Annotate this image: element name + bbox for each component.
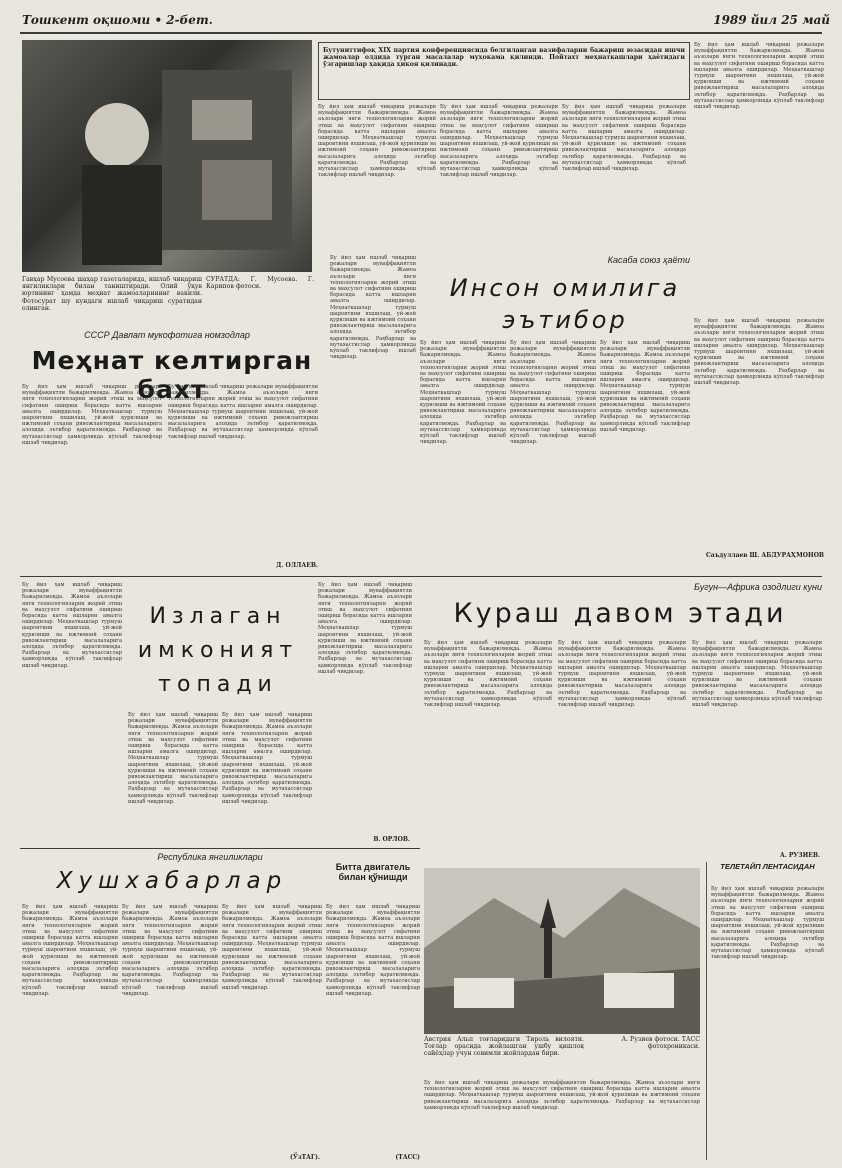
- conference-column-2: Бу йил ҳам ишлаб чиқариш режалари муваффақиятли бажарилмоқда. Жамоа аъзолари янги технологияларни жорий этиш ва маҳсулот сифатини ошириш борасида катта ишларни амалга оширдилар. Меҳнаткашлар турмуш шароитини яхшилаш, уй-жой қурилиши ва ижтимоий соҳани ривожлантириш масалаларига алоҳида эътибор қаратилмоқда. Раҳбарлар ва мутахассислар ҳамкорликда кўплаб таклифлар ишлаб чиқдилар.: [440, 104, 558, 179]
- oriental-signature: В. ОРЛОВ.: [373, 836, 410, 843]
- candidate-title: Меҳнат келтирган бахт: [31, 346, 313, 404]
- republic-column-2: Бу йил ҳам ишлаб чиқариш режалари муваффақиятли бажарилмоқда. Жамоа аъзолари янги технологияларни жорий этиш ва маҳсулот сифатини ошириш борасида катта ишларни амалга оширдилар. Меҳнаткашлар турмуш шароитини яхшилаш, уй-жой қурилиши ва ижтимоий соҳани ривожлантириш масалаларига алоҳида эътибор қаратилмоқда. Раҳбарлар ва мутахассислар ҳамкорликда кўплаб таклифлар ишлаб чиқдилар.: [122, 904, 218, 997]
- coop-title: Инсон омилига эътибор: [449, 274, 681, 334]
- candidate-column-2: Бу йил ҳам ишлаб чиқариш режалари муваффақиятли бажарилмоқда. Жамоа аъзолари янги технологияларни жорий этиш ва маҳсулот сифатини ошириш борасида катта ишларни амалга оширдилар. Меҳнаткашлар турмуш шароитини яхшилаш, уй-жой қурилиши ва ижтимоий соҳани ривожлантириш масалаларига алоҳида эътибор қаратилмоқда. Раҳбарлар ва мутахассислар ҳамкорликда кўплаб таклифлар ишлаб чиқдилар.: [168, 384, 318, 440]
- header-rule: [20, 32, 822, 34]
- top-photo: [22, 40, 312, 272]
- oriental-column-4: Бу йил ҳам ишлаб чиқариш режалари муваффақиятли бажарилмоқда. Жамоа аъзолари янги технологияларни жорий этиш ва маҳсулот сифатини ошириш борасида катта ишларни амалга оширдилар. Меҳнаткашлар турмуш шароитини яхшилаш, уй-жой қурилиши ва ижтимоий соҳани ривожлантириш масалаларига алоҳида эътибор қаратилмоқда. Раҳбарлар ва мутахассислар ҳамкорликда кўплаб таклифлар ишлаб чиқдилар.: [318, 582, 412, 675]
- candidate-signature: Д. ОЛЛАЕВ.: [276, 562, 318, 569]
- conference-box: [318, 42, 690, 100]
- africa-rubric: Бугун—Африка озодлиги куни: [694, 582, 822, 592]
- oriental-column-1: Бу йил ҳам ишлаб чиқариш режалари муваффақиятли бажарилмоқда. Жамоа аъзолари янги технологияларни жорий этиш ва маҳсулот сифатини ошириш борасида катта ишларни амалга оширдилар. Меҳнаткашлар турмуш шароитини яхшилаш, уй-жой қурилиши ва ижтимоий соҳани ривожлантириш масалаларига алоҳида эътибор қаратилмоқда. Раҳбарлар ва мутахассислар ҳамкорликда кўплаб таклифлар ишлаб чиқдилар.: [22, 582, 122, 669]
- news-header: ТЕЛЕТАЙП ЛЕНТАСИДАН: [720, 862, 815, 871]
- top-photo-credit: СУРАТДА: Г. Мусоева. Г. Карипов фотоси.: [206, 276, 314, 291]
- page-header-left: Тошкент оқшоми • 2-бет.: [22, 13, 213, 27]
- conference-intro: Бутуниттифоқ XIX партия конференциясида белгиланган вазифаларни бажариш юзасидан ишчи жамоалар олдида турган масалалар муҳокама қилинди. Пойтахт меҳнаткашлари ҳаётидаги ўзгаришлар ҳақида ҳикоя қилинади.: [323, 47, 685, 69]
- republic-rubric: Республика янгиликлари: [157, 852, 263, 862]
- oriental-title: Излаган имконият топади: [137, 604, 299, 697]
- news-column: Бу йил ҳам ишлаб чиқариш режалари муваффақиятли бажарилмоқда. Жамоа аъзолари янги технологияларни жорий этиш ва маҳсулот сифатини ошириш борасида катта ишларни амалга оширдилар. Меҳнаткашлар турмуш шароитини яхшилаш, уй-жой қурилиши ва ижтимоий соҳани ривожлантириш масалаларига алоҳида эътибор қаратилмоқда. Раҳбарлар ва мутахассислар ҳамкорликда кўплаб таклифлар ишлаб чиқдилар.: [711, 886, 824, 961]
- battle-title: Битта двигатель билан қўнишди: [335, 862, 411, 882]
- photo-illustration: [22, 40, 312, 272]
- news-box: [706, 862, 824, 1160]
- landscape-side-text: Бу йил ҳам ишлаб чиқариш режалари муваффақиятли бажарилмоқда. Жамоа аъзолари янги технологияларни жорий этиш ва маҳсулот сифатини ошириш борасида катта ишларни амалга оширдилар. Меҳнаткашлар турмуш шароитини яхшилаш, уй-жой қурилиши ва ижтимоий соҳани ривожлантириш масалаларига алоҳида эътибор қаратилмоқда. Раҳбарлар ва мутахассислар ҳамкорликда кўплаб таклифлар ишлаб чиқдилар.: [424, 1080, 700, 1111]
- oriental-column-3: Бу йил ҳам ишлаб чиқариш режалари муваффақиятли бажарилмоқда. Жамоа аъзолари янги технологияларни жорий этиш ва маҳсулот сифатини ошириш борасида катта ишларни амалга оширдилар. Меҳнаткашлар турмуш шароитини яхшилаш, уй-жой қурилиши ва ижтимоий соҳани ривожлантириш масалаларига алоҳида эътибор қаратилмоқда. Раҳбарлар ва мутахассислар ҳамкорликда кўплаб таклифлар ишлаб чиқдилар.: [222, 712, 312, 805]
- battle-signature: (ТАСС): [395, 1154, 420, 1161]
- candidate-rubric: СССР Давлат мукофотига номзодлар: [84, 330, 250, 340]
- landscape-illustration: [424, 868, 700, 1034]
- candidate-column-1: Бу йил ҳам ишлаб чиқариш режалари муваффақиятли бажарилмоқда. Жамоа аъзолари янги технологияларни жорий этиш ва маҳсулот сифатини ошириш борасида катта ишларни амалга оширдилар. Меҳнаткашлар турмуш шароитини яхшилаш, уй-жой қурилиши ва ижтимоий соҳани ривожлантириш масалаларига алоҳида эътибор қаратилмоқда. Раҳбарлар ва мутахассислар ҳамкорликда кўплаб таклифлар ишлаб чиқдилар.: [22, 384, 162, 446]
- person-face: [85, 103, 149, 167]
- africa-column-1: Бу йил ҳам ишлаб чиқариш режалари муваффақиятли бажарилмоқда. Жамоа аъзолари янги технологияларни жорий этиш ва маҳсулот сифатини ошириш борасида катта ишларни амалга оширдилар. Меҳнаткашлар турмуш шароитини яхшилаш, уй-жой қурилиши ва ижтимоий соҳани ривожлантириш масалаларига алоҳида эътибор қаратилмоқда. Раҳбарлар ва мутахассислар ҳамкорликда кўплаб таклифлар ишлаб чиқдилар.: [424, 640, 552, 709]
- mid-rule: [20, 576, 822, 577]
- right-column-top: Бу йил ҳам ишлаб чиқариш режалари муваффақиятли бажарилмоқда. Жамоа аъзолари янги технологияларни жорий этиш ва маҳсулот сифатини ошириш борасида катта ишларни амалга оширдилар. Меҳнаткашлар турмуш шароитини яхшилаш, уй-жой қурилиши ва ижтимоий соҳани ривожлантириш масалаларига алоҳида эътибор қаратилмоқда. Раҳбарлар ва мутахассислар ҳамкорликда кўплаб таклифлар ишлаб чиқдилар.: [694, 42, 824, 111]
- battle-column-1: Бу йил ҳам ишлаб чиқариш режалари муваффақиятли бажарилмоқда. Жамоа аъзолари янги технологияларни жорий этиш ва маҳсулот сифатини ошириш борасида катта ишларни амалга оширдилар. Меҳнаткашлар турмуш шароитини яхшилаш, уй-жой қурилиши ва ижтимоий соҳани ривожлантириш масалаларига алоҳида эътибор қаратилмоқда. Раҳбарлар ва мутахассислар ҳамкорликда кўплаб таклифлар ишлаб чиқдилар.: [326, 904, 420, 997]
- coop-column-4: Бу йил ҳам ишлаб чиқариш режалари муваффақиятли бажарилмоқда. Жамоа аъзолари янги технологияларни жорий этиш ва маҳсулот сифатини ошириш борасида катта ишларни амалга оширдилар. Меҳнаткашлар турмуш шароитини яхшилаш, уй-жой қурилиши ва ижтимоий соҳани ривожлантириш масалаларига алоҳида эътибор қаратилмоқда. Раҳбарлар ва мутахассислар ҳамкорликда кўплаб таклифлар ишлаб чиқдилар.: [600, 340, 690, 433]
- africa-column-3: Бу йил ҳам ишлаб чиқариш режалари муваффақиятли бажарилмоқда. Жамоа аъзолари янги технологияларни жорий этиш ва маҳсулот сифатини ошириш борасида катта ишларни амалга оширдилар. Меҳнаткашлар турмуш шароитини яхшилаш, уй-жой қурилиши ва ижтимоий соҳани ривожлантириш масалаларига алоҳида эътибор қаратилмоқда. Раҳбарлар ва мутахассислар ҳамкорликда кўплаб таклифлар ишлаб чиқдилар.: [692, 640, 822, 709]
- right-column-bottom: Бу йил ҳам ишлаб чиқариш режалари муваффақиятли бажарилмоқда. Жамоа аъзолари янги технологияларни жорий этиш ва маҳсулот сифатини ошириш борасида катта ишларни амалга оширдилар. Меҳнаткашлар турмуш шароитини яхшилаш, уй-жой қурилиши ва ижтимоий соҳани ривожлантириш масалаларига алоҳида эътибор қаратилмоқда. Раҳбарлар ва мутахассислар ҳамкорликда кўплаб таклифлар ишлаб чиқдилар.: [694, 318, 824, 387]
- conference-column-3: Бу йил ҳам ишлаб чиқариш режалари муваффақиятли бажарилмоқда. Жамоа аъзолари янги технологияларни жорий этиш ва маҳсулот сифатини ошириш борасида катта ишларни амалга оширдилар. Меҳнаткашлар турмуш шароитини яхшилаш, уй-жой қурилиши ва ижтимоий соҳани ривожлантириш масалаларига алоҳида эътибор қаратилмоқда. Раҳбарлар ва мутахассислар ҳамкорликда кўплаб таклифлар ишлаб чиқдилар.: [562, 104, 686, 173]
- lower-rule: [20, 848, 420, 849]
- landscape-credit: А. Рузиев фотоси. ТАСС фотохроникаси.: [621, 1036, 700, 1051]
- coop-column-1: Бу йил ҳам ишлаб чиқариш режалари муваффақиятли бажарилмоқда. Жамоа аъзолари янги технологияларни жорий этиш ва маҳсулот сифатини ошириш борасида катта ишларни амалга оширдилар. Меҳнаткашлар турмуш шароитини яхшилаш, уй-жой қурилиши ва ижтимоий соҳани ривожлантириш масалаларига алоҳида эътибор қаратилмоқда. Раҳбарлар ва мутахассислар ҳамкорликда кўплаб таклифлар ишлаб чиқдилар.: [330, 255, 416, 361]
- republic-signature: (ЎзТАГ).: [290, 1154, 320, 1161]
- oriental-column-2: Бу йил ҳам ишлаб чиқариш режалари муваффақиятли бажарилмоқда. Жамоа аъзолари янги технологияларни жорий этиш ва маҳсулот сифатини ошириш борасида катта ишларни амалга оширдилар. Меҳнаткашлар турмуш шароитини яхшилаш, уй-жой қурилиши ва ижтимоий соҳани ривожлантириш масалаларига алоҳида эътибор қаратилмоқда. Раҳбарлар ва мутахассислар ҳамкорликда кўплаб таклифлар ишлаб чиқдилар.: [128, 712, 218, 805]
- africa-column-2: Бу йил ҳам ишлаб чиқариш режалари муваффақиятли бажарилмоқда. Жамоа аъзолари янги технологияларни жорий этиш ва маҳсулот сифатини ошириш борасида катта ишларни амалга оширдилар. Меҳнаткашлар турмуш шароитини яхшилаш, уй-жой қурилиши ва ижтимоий соҳани ривожлантириш масалаларига алоҳида эътибор қаратилмоқда. Раҳбарлар ва мутахассислар ҳамкорликда кўплаб таклифлар ишлаб чиқдилар.: [558, 640, 686, 709]
- conference-column-1: Бу йил ҳам ишлаб чиқариш режалари муваффақиятли бажарилмоқда. Жамоа аъзолари янги технологияларни жорий этиш ва маҳсулот сифатини ошириш борасида катта ишларни амалга оширдилар. Меҳнаткашлар турмуш шароитини яхшилаш, уй-жой қурилиши ва ижтимоий соҳани ривожлантириш масалаларига алоҳида эътибор қаратилмоқда. Раҳбарлар ва мутахассислар ҳамкорликда кўплаб таклифлар ишлаб чиқдилар.: [318, 104, 436, 179]
- africa-signature: А. РУЗИЕВ.: [779, 852, 820, 859]
- coop-column-3: Бу йил ҳам ишлаб чиқариш режалари муваффақиятли бажарилмоқда. Жамоа аъзолари янги технологияларни жорий этиш ва маҳсулот сифатини ошириш борасида катта ишларни амалга оширдилар. Меҳнаткашлар турмуш шароитини яхшилаш, уй-жой қурилиши ва ижтимоий соҳани ривожлантириш масалаларига алоҳида эътибор қаратилмоқда. Раҳбарлар ва мутахассислар ҳамкорликда кўплаб таклифлар ишлаб чиқдилар.: [510, 340, 596, 446]
- landscape-caption: Австрия Альп тоғларидаги Тироль вилояти. Тоғлар орасида жойлашган ушбу қишлоқ сайёҳлар учун севимли жойлардан бири.: [424, 1036, 584, 1058]
- coop-column-2: Бу йил ҳам ишлаб чиқариш режалари муваффақиятли бажарилмоқда. Жамоа аъзолари янги технологияларни жорий этиш ва маҳсулот сифатини ошириш борасида катта ишларни амалга оширдилар. Меҳнаткашлар турмуш шароитини яхшилаш, уй-жой қурилиши ва ижтимоий соҳани ривожлантириш масалаларига алоҳида эътибор қаратилмоқда. Раҳбарлар ва мутахассислар ҳамкорликда кўплаб таклифлар ишлаб чиқдилар.: [420, 340, 506, 446]
- republic-column-1: Бу йил ҳам ишлаб чиқариш режалари муваффақиятли бажарилмоқда. Жамоа аъзолари янги технологияларни жорий этиш ва маҳсулот сифатини ошириш борасида катта ишларни амалга оширдилар. Меҳнаткашлар турмуш шароитини яхшилаш, уй-жой қурилиши ва ижтимоий соҳани ривожлантириш масалаларига алоҳида эътибор қаратилмоқда. Раҳбарлар ва мутахассислар ҳамкорликда кўплаб таклифлар ишлаб чиқдилар.: [22, 904, 118, 997]
- top-photo-caption: Гавҳар Мусоева шаҳар газеталарида, ишлаб чиқариш янгиликлари билан таништиради. Олий ўқув юртининг ҳамда меҳнат жамоаларининг вакили. Фотосурат шу кундаги ишлаб чиқариш суратидан олинган.: [22, 276, 202, 312]
- coop-rubric: Касаба союз ҳаёти: [607, 255, 690, 265]
- republic-column-3: Бу йил ҳам ишлаб чиқариш режалари муваффақиятли бажарилмоқда. Жамоа аъзолари янги технологияларни жорий этиш ва маҳсулот сифатини ошириш борасида катта ишларни амалга оширдилар. Меҳнаткашлар турмуш шароитини яхшилаш, уй-жой қурилиши ва ижтимоий соҳани ривожлантириш масалаларига алоҳида эътибор қаратилмоқда. Раҳбарлар ва мутахассислар ҳамкорликда кўплаб таклифлар ишлаб чиқдилар.: [222, 904, 322, 991]
- africa-title: Кураш давом этади: [453, 598, 787, 629]
- coop-signature: Саъдуллаев Ш. АБДУРАҲМОНОВ: [706, 552, 824, 559]
- republic-title: Хушхабарлар: [56, 868, 288, 894]
- page-header-right: 1989 йил 25 май: [713, 13, 830, 27]
- landscape-photo: [424, 868, 700, 1034]
